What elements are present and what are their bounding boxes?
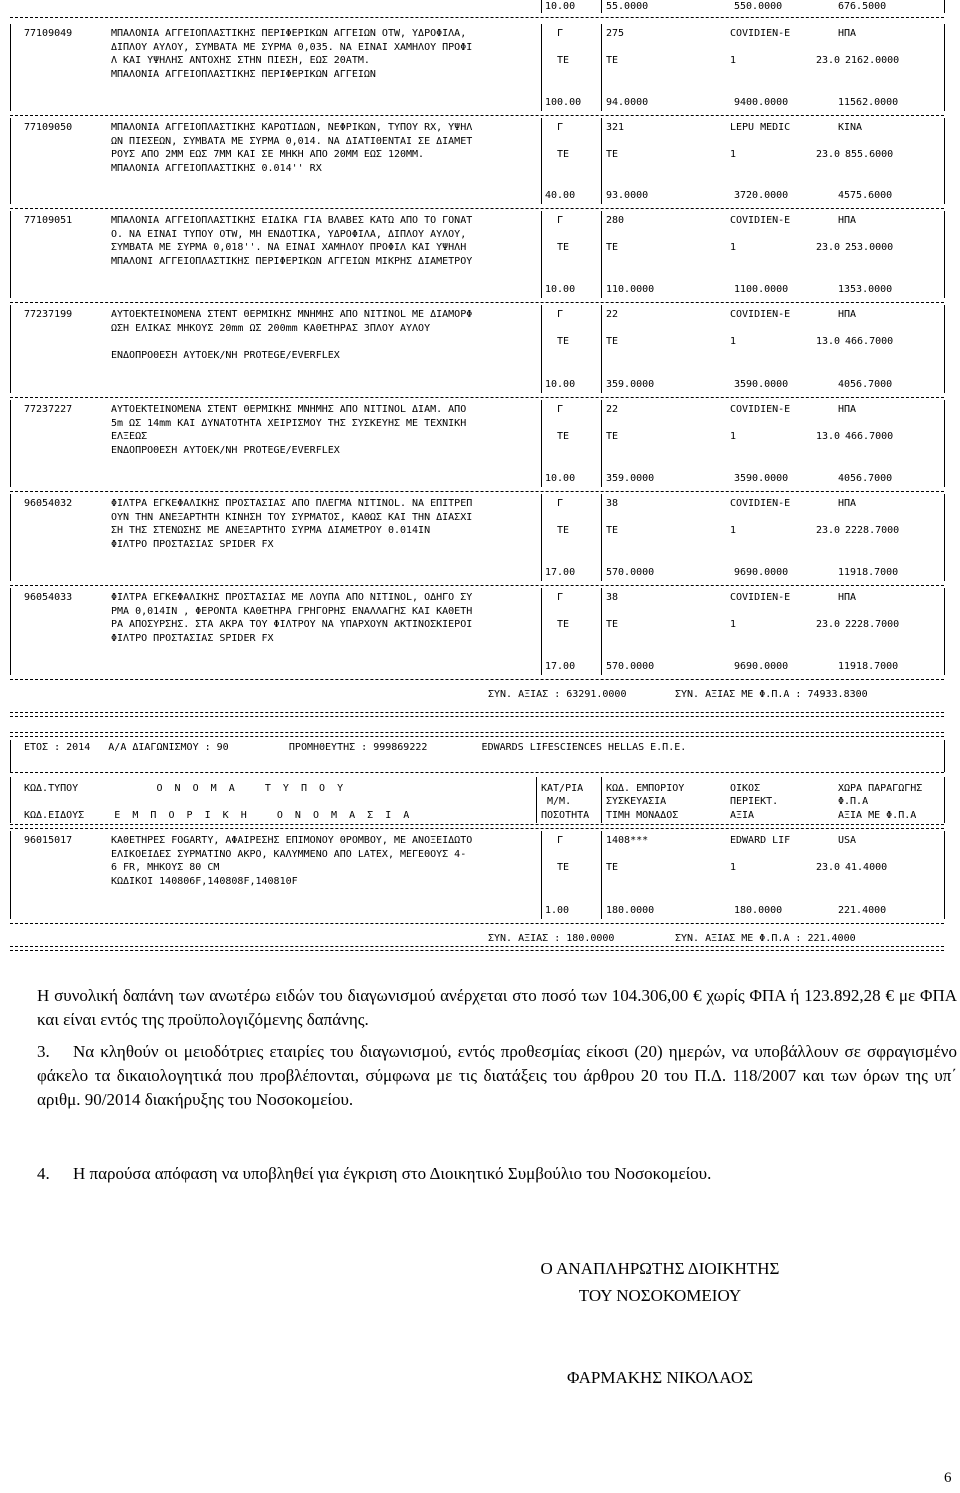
item-house: COVIDIEN-E bbox=[730, 215, 791, 226]
item-contents: 1 bbox=[730, 55, 737, 66]
item-country: ΗΠΑ bbox=[838, 215, 857, 226]
item-description-line: ΚΩΔΙΚΟΙ 140806F,140808F,140810F bbox=[111, 875, 298, 887]
item-vat-rate: 13.0 bbox=[816, 431, 841, 442]
item-value: 1100.0000 bbox=[734, 284, 789, 295]
item-vat-rate: 23.0 bbox=[816, 862, 841, 873]
section-divider bbox=[10, 946, 944, 951]
item-house: COVIDIEN-E bbox=[730, 404, 791, 415]
item-price-with-vat: 2162.0000 bbox=[845, 55, 900, 66]
item-trade-code: 321 bbox=[606, 122, 625, 133]
item-value-with-vat: 4056.7000 bbox=[838, 473, 893, 484]
item-description-line: ΜΠΑΛΟΝΙΑ ΑΓΓΕΙΟΠΛΑΣΤΙΚΗΣ 0.014'' RX bbox=[111, 162, 322, 174]
item-code: 96054032 bbox=[24, 498, 73, 509]
item-house: COVIDIEN-E bbox=[730, 498, 791, 509]
item-description-line: ΦΙΛΤΡΑ ΕΓΚΕΦΑΛΙΚΗΣ ΠΡΟΣΤΑΣΙΑΣ ΜΕ ΛΟΥΠΑ ΑΠΟ NITINOL, ΟΔΗΓΟ ΣΥ bbox=[111, 592, 473, 603]
item-trade-code: 38 bbox=[606, 498, 619, 509]
column-header-unit: Μ/Μ. bbox=[541, 796, 572, 807]
unit-price: 55.0000 bbox=[606, 1, 649, 12]
item-description-line: ΜΠΑΛΟΝΙΑ ΑΓΓΕΙΟΠΛΑΣΤΙΚΗΣ ΠΕΡΙΦΕΡΙΚΩΝ ΑΓΓΕΙΩΝ bbox=[111, 68, 376, 80]
section2-total-value: ΣΥΝ. ΑΞΙΑΣ : 180.0000 bbox=[488, 933, 615, 944]
item-package: ΤΕ bbox=[606, 619, 619, 630]
row-divider bbox=[10, 772, 944, 773]
item-value: 3590.0000 bbox=[734, 379, 789, 390]
signatory-title: Ο ΑΝΑΠΛΗΡΩΤΗΣ ΔΙΟΙΚΗΤΗΣ bbox=[540, 1259, 780, 1278]
item-package: ΤΕ bbox=[606, 336, 619, 347]
item-contents: 1 bbox=[730, 525, 737, 536]
item-quantity: 17.00 bbox=[545, 661, 576, 672]
item-value-with-vat: 11918.7000 bbox=[838, 567, 899, 578]
section1-total-value-vat: ΣΥΝ. ΑΞΙΑΣ ΜΕ Φ.Π.Α : 74933.8300 bbox=[675, 689, 868, 700]
row-divider bbox=[10, 208, 944, 209]
item-unit: ΤΕ bbox=[557, 55, 570, 66]
item-code: 77109050 bbox=[24, 122, 73, 133]
item-vat-rate: 23.0 bbox=[816, 525, 841, 536]
item-contents: 1 bbox=[730, 619, 737, 630]
column-header-quantity: ΠΟΣΟΤΗΤΑ bbox=[541, 810, 590, 821]
column-header-commercial-name: ΚΩΔ.ΕΙΔΟΥΣ Ε Μ Π Ο Ρ Ι Κ Η Ο Ν Ο Μ Α Σ Ι Α bbox=[24, 810, 410, 821]
item-contents: 1 bbox=[730, 242, 737, 253]
item-vat-rate: 13.0 bbox=[816, 336, 841, 347]
item-unit: ΤΕ bbox=[557, 336, 570, 347]
section-divider bbox=[10, 824, 944, 829]
item-description-line: ΚΑΘΕΤΗΡΕΣ FOGARTY, ΑΦΑΙΡΕΣΗΣ ΕΠΙΜΟΝΟΥ ΘΡΟΜΒΟΥ, ΜΕ ΑΝΟΞΕΙΔΩΤΟ bbox=[111, 835, 473, 846]
item-unit: ΤΕ bbox=[557, 431, 570, 442]
item-quantity: 100.00 bbox=[545, 97, 582, 108]
item-description-line: Λ ΚΑΙ ΥΨΗΛΗΣ ΑΝΤΟΧΗΣ ΣΤΗΝ ΠΙΕΣΗ, ΕΩΣ 20ATM. bbox=[111, 55, 370, 66]
item-quantity: 10.00 bbox=[545, 379, 576, 390]
item-price-with-vat: 41.4000 bbox=[845, 862, 888, 873]
item-unit: ΤΕ bbox=[557, 525, 570, 536]
item-unit-price: 570.0000 bbox=[606, 661, 655, 672]
column-header-value-vat: ΑΞΙΑ ΜΕ Φ.Π.Α bbox=[838, 810, 917, 821]
column-header-house: ΟΙΚΟΣ bbox=[730, 783, 761, 794]
item-unit-price: 110.0000 bbox=[606, 284, 655, 295]
item-country: ΗΠΑ bbox=[838, 592, 857, 603]
item-description-line: ΑΥΤΟΕΚΤΕΙΝΟΜΕΝΑ ΣΤΕΝΤ ΘΕΡΜΙΚΗΣ ΜΝΗΜΗΣ ΑΠΟ NITINOL ΔΙΑΜ. ΑΠΟ bbox=[111, 404, 467, 415]
item-unit-price: 570.0000 bbox=[606, 567, 655, 578]
column-header-type: ΚΩΔ.ΤΥΠΟΥ Ο Ν Ο Μ Α Τ Υ Π Ο Υ bbox=[24, 783, 344, 794]
item-description-line: ΟΥΝ ΤΗΝ ΑΝΕΞΑΡΤΗΤΗ ΚΙΝΗΣΗ ΤΟΥ ΣΥΡΜΑΤΟΣ, ΚΑΘΩΣ ΚΑΙ ΤΗΝ ΔΙΑΣΧΙ bbox=[111, 511, 473, 523]
item-vat-rate: 23.0 bbox=[816, 55, 841, 66]
total-expenditure-paragraph: Η συνολική δαπάνη των ανωτέρω ειδών του διαγωνισμού ανέρχεται στο ποσό των 104.306,00 € χωρίς ΦΠΑ ή 123.892,28 € με ΦΠΑ και είναι εντός της προϋπολογιζόμενης δαπάνης. bbox=[37, 986, 957, 1029]
row-divider bbox=[10, 17, 944, 18]
item-code: 77109051 bbox=[24, 215, 73, 226]
item-description-line: ΩΝ ΠΙΕΣΕΩΝ, ΣΥΜΒΑΤΑ ΜΕ ΣΥΡΜΑ 0,014. ΝΑ ΔΙΑΤΙΘΕΝΤΑΙ ΣΕ ΔΙΑΜΕΤ bbox=[111, 135, 473, 147]
item-value: 3590.0000 bbox=[734, 473, 789, 484]
row-divider bbox=[10, 397, 944, 398]
item-package: ΤΕ bbox=[606, 242, 619, 253]
item-price-with-vat: 855.6000 bbox=[845, 149, 894, 160]
row-divider bbox=[10, 115, 944, 116]
item-description-line: ΦΙΛΤΡΟ ΠΡΟΣΤΑΣΙΑΣ SPIDER FX bbox=[111, 538, 274, 550]
item-category: Γ bbox=[557, 404, 564, 415]
item-value-with-vat: 1353.0000 bbox=[838, 284, 893, 295]
item-value: 9690.0000 bbox=[734, 661, 789, 672]
item-description-line: ΑΥΤΟΕΚΤΕΙΝΟΜΕΝΑ ΣΤΕΝΤ ΘΕΡΜΙΚΗΣ ΜΝΗΜΗΣ ΑΠΟ NITINOL ΜΕ ΔΙΑΜΟΡΦ bbox=[111, 309, 473, 320]
item-description-line: ΦΙΛΤΡΑ ΕΓΚΕΦΑΛΙΚΗΣ ΠΡΟΣΤΑΣΙΑΣ ΑΠΟ ΠΛΕΓΜΑ NITINOL. ΝΑ ΕΠΙΤΡΕΠ bbox=[111, 498, 473, 509]
signatory-organization: ΤΟΥ ΝΟΣΟΚΟΜΕΙΟΥ bbox=[578, 1286, 742, 1305]
item-unit: ΤΕ bbox=[557, 619, 570, 630]
column-header-category: ΚΑΤ/ΡΙΑ bbox=[541, 783, 584, 794]
submit-for-approval-paragraph: Η παρούσα απόφαση να υποβληθεί για έγκριση στο Διοικητικό Συμβούλιο του Νοσοκομείου. bbox=[73, 1164, 712, 1183]
item-description-line: ΡΜΑ 0,014ΙΝ , ΦΕΡΟΝΤΑ ΚΑΘΕΤΗΡΑ ΓΡΗΓΟΡΗΣ ΕΝΑΛΛΑΓΗΣ ΚΑΙ ΚΑΘΕΤΗ bbox=[111, 605, 473, 617]
item-price-with-vat: 253.0000 bbox=[845, 242, 894, 253]
item-quantity: 10.00 bbox=[545, 284, 576, 295]
item-contents: 1 bbox=[730, 431, 737, 442]
item-unit-price: 359.0000 bbox=[606, 379, 655, 390]
item-vat-rate: 23.0 bbox=[816, 242, 841, 253]
signatory-name: ΦΑΡΜΑΚΗΣ ΝΙΚΟΛΑΟΣ bbox=[566, 1368, 754, 1387]
value: 550.0000 bbox=[734, 1, 783, 12]
item-category: Γ bbox=[557, 28, 564, 39]
item-quantity: 10.00 bbox=[545, 473, 576, 484]
item-description-line: 6 FR, ΜΗΚΟΥΣ 80 CM bbox=[111, 862, 220, 873]
item-value-with-vat: 4575.6000 bbox=[838, 190, 893, 201]
item-price-with-vat: 466.7000 bbox=[845, 431, 894, 442]
item-quantity: 17.00 bbox=[545, 567, 576, 578]
item-number-4: 4. bbox=[37, 1164, 50, 1183]
item-unit: ΤΕ bbox=[557, 862, 570, 873]
item-contents: 1 bbox=[730, 862, 737, 873]
row-divider bbox=[10, 491, 944, 492]
item-code: 77109049 bbox=[24, 28, 73, 39]
item-code: 77237199 bbox=[24, 309, 73, 320]
item-vat-rate: 23.0 bbox=[816, 619, 841, 630]
item-trade-code: 275 bbox=[606, 28, 625, 39]
item-category: Γ bbox=[557, 309, 564, 320]
item-package: ΤΕ bbox=[606, 55, 619, 66]
item-description-line: ΜΠΑΛΟΝΙΑ ΑΓΓΕΙΟΠΛΑΣΤΙΚΗΣ ΠΕΡΙΦΕΡΙΚΩΝ ΑΓΓΕΙΩΝ OTW, ΥΔΡΟΦΙΛΑ, bbox=[111, 28, 467, 39]
item-description-line: ΣΗ ΤΗΣ ΣΤΕΝΩΣΗΣ ΜΕ ΑΝΕΞΑΡΤΗΤΟ ΣΥΡΜΑ ΔΙΑΜΕΤΡΟΥ 0.014ΙΝ bbox=[111, 525, 431, 536]
item-value-with-vat: 11918.7000 bbox=[838, 661, 899, 672]
tender-header-line: ΕΤΟΣ : 2014 Α/Α ΔΙΑΓΩΝΙΣΜΟΥ : 90 ΠΡΟΜΗΘΕΥΤΗΣ : 999869222 EDWARDS LIFESCIENCES HELLAS Ε.Π.Ε. bbox=[24, 742, 687, 753]
item-code: 96054033 bbox=[24, 592, 73, 603]
row-divider bbox=[10, 923, 944, 924]
item-country: ΚΙΝΑ bbox=[838, 122, 863, 133]
item-trade-code: 22 bbox=[606, 309, 619, 320]
item-unit: ΤΕ bbox=[557, 149, 570, 160]
item-trade-code: 38 bbox=[606, 592, 619, 603]
column-header-country: ΧΩΡΑ ΠΑΡΑΓΩΓΗΣ bbox=[838, 783, 923, 794]
item-quantity: 40.00 bbox=[545, 190, 576, 201]
row-divider bbox=[10, 679, 944, 680]
item-category: Γ bbox=[557, 498, 564, 509]
item-house: COVIDIEN-E bbox=[730, 309, 791, 320]
item-package: ΤΕ bbox=[606, 525, 619, 536]
item-value-with-vat: 4056.7000 bbox=[838, 379, 893, 390]
section-divider bbox=[10, 732, 944, 737]
item-description-line: ΔΙΠΛΟΥ ΑΥΛΟΥ, ΣΥΜΒΑΤΑ ΜΕ ΣΥΡΜΑ 0,035. ΝΑ ΕΙΝΑΙ ΧΑΜΗΛΟΥ ΠΡΟΦΙ bbox=[111, 41, 473, 53]
item-unit-price: 180.0000 bbox=[606, 905, 655, 916]
item-number-3: 3. bbox=[37, 1042, 50, 1061]
column-header-contents: ΠΕΡΙΕΚΤ. bbox=[730, 796, 779, 807]
qty: 10.00 bbox=[545, 1, 576, 12]
item-description-line: 5m ΩΣ 14mm ΚΑΙ ΔΥΝΑΤΟΤΗΤΑ ΧΕΙΡΙΣΜΟΥ ΤΗΣ ΣΥΣΚΕΥΗΣ ΜΕ ΤΕΧΝΙΚΗ bbox=[111, 417, 467, 429]
item-description-line: Ο. ΝΑ ΕΙΝΑΙ ΤΥΠΟΥ OTW, ΜΗ ΕΝΔΟΤΙΚΑ, ΥΔΡΟΦΙΛΑ, ΔΙΠΛΟΥ ΑΥΛΟΥ, bbox=[111, 228, 467, 240]
column-header-unit-price: ΤΙΜΗ ΜΟΝΑΔΟΣ bbox=[606, 810, 679, 821]
item-contents: 1 bbox=[730, 336, 737, 347]
item-house: COVIDIEN-E bbox=[730, 28, 791, 39]
item-country: ΗΠΑ bbox=[838, 498, 857, 509]
item-price-with-vat: 2228.7000 bbox=[845, 525, 900, 536]
item-trade-code: 1408*** bbox=[606, 835, 649, 846]
section2-total-value-vat: ΣΥΝ. ΑΞΙΑΣ ΜΕ Φ.Π.Α : 221.4000 bbox=[675, 933, 856, 944]
item-description-line: ΣΥΜΒΑΤΑ ΜΕ ΣΥΡΜΑ 0,018''. ΝΑ ΕΙΝΑΙ ΧΑΜΗΛΟΥ ΠΡΟΦΙΛ ΚΑΙ ΥΨΗΛΗ bbox=[111, 242, 467, 253]
value-with-vat: 676.5000 bbox=[838, 1, 887, 12]
item-house: LEPU MEDIC bbox=[730, 122, 791, 133]
item-code: 96015017 bbox=[24, 835, 73, 846]
item-trade-code: 280 bbox=[606, 215, 625, 226]
item-value: 3720.0000 bbox=[734, 190, 789, 201]
item-description-line: ΕΛΙΚΟΕΙΔΕΣ ΣΥΡΜΑΤΙΝΟ ΑΚΡΟ, ΚΑΛΥΜΜΕΝΟ ΑΠΟ LATEX, ΜΕΓΕΘΟΥΣ 4- bbox=[111, 848, 467, 860]
item-vat-rate: 23.0 bbox=[816, 149, 841, 160]
item-description-line: ΕΛΞΕΩΣ bbox=[111, 431, 148, 442]
item-house: EDWARD LIF bbox=[730, 835, 791, 846]
column-header-trade-code: ΚΩΔ. ΕΜΠΟΡΙΟΥ bbox=[606, 783, 685, 794]
item-description-line: ΜΠΑΛΟΝΙΑ ΑΓΓΕΙΟΠΛΑΣΤΙΚΗΣ ΕΙΔΙΚΑ ΓΙΑ ΒΛΑΒΕΣ ΚΑΤΩ ΑΠΟ ΤΟ ΓΟΝΑΤ bbox=[111, 215, 473, 226]
item-house: COVIDIEN-E bbox=[730, 592, 791, 603]
item-category: Γ bbox=[557, 215, 564, 226]
invite-bidders-paragraph: Να κληθούν οι μειοδότριες εταιρίες του διαγωνισμού, εντός προθεσμίας είκοσι (20) ημερών, να υποβάλλουν σε σφραγισμένο φάκελο τα δικαιολογητικά που προβλέπονται, σύμφωνα με τις διατάξεις του άρθρου 20 του Π.Δ. 118/2007 και των όρων της υπ΄ αριθμ. 90/2014 διακήρυξης του Νοσοκομείου. bbox=[37, 1042, 957, 1109]
item-unit-price: 359.0000 bbox=[606, 473, 655, 484]
section1-total-value: ΣΥΝ. ΑΞΙΑΣ : 63291.0000 bbox=[488, 689, 627, 700]
item-value: 9400.0000 bbox=[734, 97, 789, 108]
item-description-line: ΩΣΗ ΕΛΙΚΑΣ ΜΗΚΟΥΣ 20mm ΩΣ 200mm ΚΑΘΕΤΗΡΑΣ 3ΠΛΟΥ ΑΥΛΟΥ bbox=[111, 322, 431, 334]
item-value-with-vat: 221.4000 bbox=[838, 905, 887, 916]
item-value: 9690.0000 bbox=[734, 567, 789, 578]
item-code: 77237227 bbox=[24, 404, 73, 415]
item-category: Γ bbox=[557, 122, 564, 133]
item-country: ΗΠΑ bbox=[838, 404, 857, 415]
item-category: Γ bbox=[557, 592, 564, 603]
item-quantity: 1.00 bbox=[545, 905, 570, 916]
item-package: ΤΕ bbox=[606, 149, 619, 160]
item-category: Γ bbox=[557, 835, 564, 846]
section-divider bbox=[10, 712, 944, 717]
row-divider bbox=[10, 302, 944, 303]
item-price-with-vat: 2228.7000 bbox=[845, 619, 900, 630]
item-unit-price: 93.0000 bbox=[606, 190, 649, 201]
column-header-package: ΣΥΣΚΕΥΑΣΙΑ bbox=[606, 796, 667, 807]
item-package: ΤΕ bbox=[606, 862, 619, 873]
item-description-line: ΦΙΛΤΡΟ ΠΡΟΣΤΑΣΙΑΣ SPIDER FX bbox=[111, 632, 274, 644]
item-unit: ΤΕ bbox=[557, 242, 570, 253]
item-country: ΗΠΑ bbox=[838, 309, 857, 320]
row-divider bbox=[10, 585, 944, 586]
item-description-line: ΡΟΥΣ ΑΠΟ 2ΜΜ ΕΩΣ 7ΜΜ ΚΑΙ ΣΕ ΜΗΚΗ ΑΠΟ 20ΜΜ ΕΩΣ 120ΜΜ. bbox=[111, 149, 425, 160]
item-contents: 1 bbox=[730, 149, 737, 160]
item-price-with-vat: 466.7000 bbox=[845, 336, 894, 347]
page-number: 6 bbox=[944, 1470, 952, 1486]
item-country: USA bbox=[838, 835, 857, 846]
column-header-vat: Φ.Π.Α bbox=[838, 796, 869, 807]
item-description-line: ΜΠΑΛΟΝΙΑ ΑΓΓΕΙΟΠΛΑΣΤΙΚΗΣ ΚΑΡΩΤΙΔΩΝ, ΝΕΦΡΙΚΩΝ, ΤΥΠΟΥ RX, ΥΨΗΛ bbox=[111, 122, 473, 133]
item-description-line: ΡΑ ΑΠΟΣΥΡΣΗΣ. ΣΤΑ ΑΚΡΑ ΤΟΥ ΦΙΛΤΡΟΥ ΝΑ ΥΠΑΡΧΟΥΝ ΑΚΤΙΝΟΣΚΙΕΡΟΙ bbox=[111, 619, 473, 630]
column-header-value: ΑΞΙΑ bbox=[730, 810, 755, 821]
item-description-line: ΕΝΔΟΠΡΟΘΕΣΗ ΑΥΤΟΕΚ/ΝΗ PROTEGE/EVERFLEX bbox=[111, 444, 340, 456]
item-package: ΤΕ bbox=[606, 431, 619, 442]
item-value: 180.0000 bbox=[734, 905, 783, 916]
item-description-line: ΜΠΑΛΟΝΙ ΑΓΓΕΙΟΠΛΑΣΤΙΚΗΣ ΠΕΡΙΦΕΡΙΚΩΝ ΑΓΓΕΙΩΝ ΜΙΚΡΗΣ ΔΙΑΜΕΤΡΟΥ bbox=[111, 255, 473, 267]
item-description-line: ΕΝΔΟΠΡΟΘΕΣΗ ΑΥΤΟΕΚ/ΝΗ PROTEGE/EVERFLEX bbox=[111, 349, 340, 361]
item-country: ΗΠΑ bbox=[838, 28, 857, 39]
item-unit-price: 94.0000 bbox=[606, 97, 649, 108]
item-value-with-vat: 11562.0000 bbox=[838, 97, 899, 108]
item-trade-code: 22 bbox=[606, 404, 619, 415]
